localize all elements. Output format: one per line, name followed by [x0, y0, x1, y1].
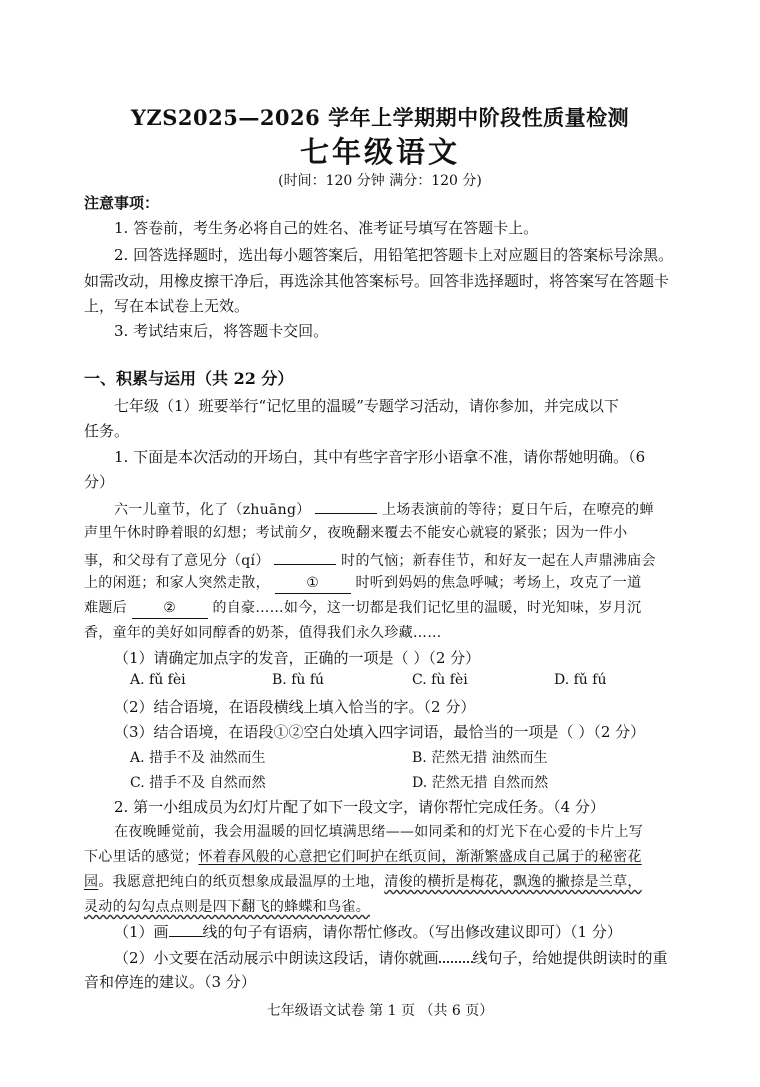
sub-question: （3）结合语境，在语段①②空白处填入四字词语，最恰当的一项是（ ）（2 分） [114, 723, 646, 741]
slide-line [84, 872, 684, 892]
slide-line [84, 897, 684, 917]
notice-item: 3. 考试结束后，将答题卡交回。 [114, 322, 329, 340]
blank-1[interactable]: ① [275, 573, 351, 594]
slide-text: 。我愿意把纯白的纸页想象成最温厚的土地， [98, 874, 385, 890]
passage-line: 香，童年的美好如同醇香的奶茶，值得我们永久珍藏…… [84, 625, 442, 641]
sub-question: 音和停连的建议。（3 分） [84, 973, 256, 991]
notice-item: 1. 答卷前，考生务必将自己的姓名、准考证号填写在答题卡上。 [114, 219, 539, 237]
exam-title: YZS2025—2026 学年上学期期中阶段性质量检测 [130, 105, 630, 130]
sub-question-text: 线句子，给她提供朗读时的重 [472, 949, 668, 967]
passage-line: 声里午休时睁着眼的幻想；考试前夕，夜晚翻来覆去不能安心就寝的紧张；因为一件小 [84, 525, 628, 541]
passage-text: 六一儿童节，化了（zhuāng） [114, 502, 311, 518]
sub-question-text: （2）小文要在活动展示中朗读这段话，请你就画 [114, 949, 439, 967]
page-footer: 七年级语文试卷 第 1 页 （共 6 页） [266, 1003, 494, 1019]
passage-text: 难题后 [84, 600, 127, 616]
passage-line [84, 548, 684, 571]
sub-question: （2）结合语境，在语段横线上填入恰当的字。（2 分） [114, 698, 476, 716]
sub-question: （1）请确定加点字的发音，正确的一项是（ ）（2 分） [114, 649, 481, 667]
underline-marker [169, 922, 203, 937]
passage-line [114, 497, 714, 520]
wavy-sentence: 灵动的勾勾点点则是四下翻飞的蜂蝶和鸟雀。 [84, 899, 370, 915]
option-d[interactable]: D. fǔ fú [554, 672, 607, 688]
notice-item: 上，写在本试卷上无效。 [84, 297, 250, 315]
sub-question-text: 线的句子有语病，请你帮忙修改。（写出修改建议即可）（1 分） [202, 923, 622, 941]
passage-line [84, 598, 684, 619]
wavy-sentence: 清俊的横折是梅花，飘逸的撇捺是兰草， [384, 874, 642, 890]
section-intro: 任务。 [84, 422, 130, 440]
passage-text: 事，和父母有了意见分（qí） [84, 553, 270, 569]
time-info: (时间：120 分钟 满分：120 分) [278, 173, 482, 189]
option-c[interactable]: C. fù fèi [412, 672, 468, 688]
passage-text: 时的气恼；新春佳节，和好友一起在人声鼎沸庙会 [341, 553, 656, 569]
passage-line [84, 573, 684, 594]
passage-text: 时听到妈妈的焦急呼喊；考场上，攻克了一道 [355, 575, 642, 591]
slide-line [84, 847, 684, 867]
question-1: 1. 下面是本次活动的开场白，其中有些字音字形小语拿不准，请你帮她明确。（6 [114, 448, 646, 466]
fill-blank[interactable] [274, 548, 336, 565]
sub-question-text: （1）画 [114, 923, 169, 941]
passage-text: 的自豪……如今，这一切都是我们记忆里的温暖，时光知味，岁月沉 [212, 600, 642, 616]
question-2: 2. 第一小组成员为幻灯片配了如下一段文字，请你帮忙完成任务。（4 分） [114, 798, 605, 816]
option-d[interactable]: D. 茫然无措 自然而然 [412, 775, 549, 791]
notice-heading: 注意事项： [84, 194, 160, 212]
passage-text: 上的闲逛；和家人突然走散， [84, 575, 270, 591]
notice-item: 如需改动，用橡皮擦干净后，再选涂其他答案标号。回答非选择题时，将答案写在答题卡 [84, 272, 670, 290]
option-c[interactable]: C. 措手不及 自然而然 [130, 775, 266, 791]
passage-text: 上场表演前的等待；夏日午后，在嘹亮的蝉 [382, 502, 654, 518]
option-b[interactable]: B. 茫然无措 油然而生 [412, 750, 548, 766]
wavy-marker [439, 947, 473, 963]
slide-text: 下心里话的感觉； [84, 849, 199, 865]
option-a[interactable]: A. 措手不及 油然而生 [130, 750, 266, 766]
subject-title: 七年级语文 [299, 135, 460, 169]
fill-blank[interactable] [315, 497, 377, 514]
underlined-sentence: 园 [84, 874, 99, 890]
question-1: 分） [84, 473, 115, 491]
sub-question [114, 922, 714, 942]
option-a[interactable]: A. fǔ fèi [130, 672, 186, 688]
option-b[interactable]: B. fù fú [272, 672, 325, 688]
notice-item: 2. 回答选择题时，选出每小题答案后，用铅笔把答题卡上对应题目的答案标号涂黑。 [114, 246, 674, 264]
slide-line: 在夜晚睡觉前，我会用温暖的回忆填满思绪——如同柔和的灯光下在心爱的卡片上写 [114, 824, 644, 840]
sub-question [114, 947, 714, 968]
blank-2[interactable]: ② [132, 598, 208, 619]
underlined-sentence: 怀着春风般的心意把它们呵护在纸页间，渐渐繁盛成自己属于的秘密花 [198, 849, 642, 865]
section-intro: 七年级（1）班要举行“记忆里的温暖”专题学习活动，请你参加，并完成以下 [114, 397, 619, 415]
section-heading: 一、积累与运用（共 22 分） [84, 369, 294, 388]
